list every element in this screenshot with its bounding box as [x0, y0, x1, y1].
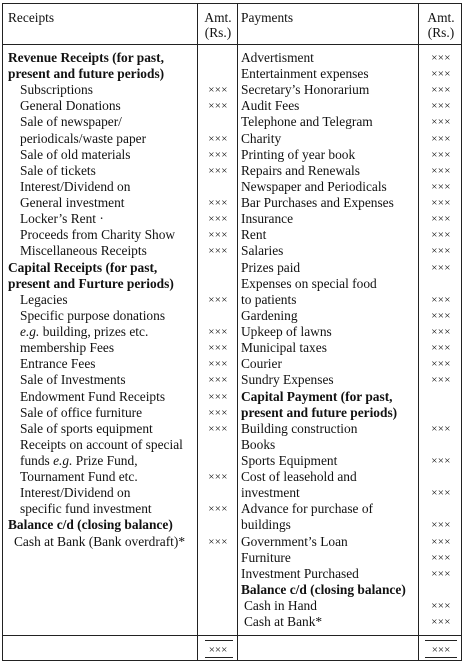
column-divider	[237, 4, 238, 660]
payments-entry-amount: ×××	[431, 616, 451, 628]
receipts-entry-label: Interest/Dividend on	[20, 179, 131, 194]
payments-entry-label: Investment Purchased	[241, 566, 359, 581]
payments-total-rule	[425, 640, 457, 641]
receipts-entry-label: Proceeds from Charity Show	[20, 227, 176, 242]
payments-entry-label: Bar Purchases and Expenses	[241, 195, 394, 210]
payments-entry-amount: ×××	[431, 165, 451, 177]
payments-entry-label: Secretary’s Honorarium	[241, 82, 370, 97]
payments-entry-label: Cash in Hand	[244, 598, 317, 613]
receipts-total-rule	[205, 640, 233, 641]
receipts-amount-header-line1: Amt.	[204, 10, 232, 25]
payments-entry-label: Insurance	[241, 211, 294, 226]
entry-text-part: e.g.	[20, 324, 40, 339]
column-divider	[197, 4, 198, 660]
payments-entry-amount: ×××	[431, 68, 451, 80]
receipts-entry-amount: ×××	[208, 358, 228, 370]
receipts-entry-amount: ×××	[208, 213, 228, 225]
receipts-entry-label: Legacies	[20, 292, 68, 307]
receipts-entry-amount: ×××	[208, 326, 228, 338]
payments-entry-label: buildings	[241, 517, 291, 532]
receipts-entry-label: Balance c/d (closing balance)	[8, 517, 173, 532]
payments-entry-label: Municipal taxes	[241, 340, 327, 355]
payments-entry-amount: ×××	[431, 294, 451, 306]
receipts-entry-amount: ×××	[208, 391, 228, 403]
entry-text-part: funds	[20, 453, 54, 468]
receipts-entry-label: specific fund investment	[20, 501, 152, 516]
payments-total-double-rule	[425, 657, 457, 658]
receipts-entry-label: Capital Receipts (for past,	[8, 260, 158, 275]
payments-entry-label: Salaries	[241, 243, 284, 258]
receipts-entry-label: Cash at Bank (Bank overdraft)*	[14, 534, 186, 549]
payments-entry-label: investment	[241, 485, 300, 500]
receipts-entry-amount: ×××	[208, 342, 228, 354]
payments-entry-label: Expenses on special food	[241, 276, 377, 291]
receipts-entry-label: Miscellaneous Receipts	[20, 243, 147, 258]
payments-entry-label: Advance for purchase of	[241, 501, 373, 516]
payments-entry-amount: ×××	[431, 229, 451, 241]
receipts-entry-label: Subscriptions	[20, 82, 93, 97]
receipts-entry-label: Sale of Investments	[20, 372, 126, 387]
receipts-entry-amount: ×××	[208, 503, 228, 515]
payments-entry-amount: ×××	[431, 213, 451, 225]
receipts-entry-amount: ×××	[208, 165, 228, 177]
receipts-entry-amount: ×××	[208, 197, 228, 209]
receipts-header: Receipts	[8, 10, 55, 25]
payments-entry-label: Newspaper and Periodicals	[241, 179, 387, 194]
payments-entry-label: Capital Payment (for past,	[241, 389, 393, 404]
receipts-entry-amount: ×××	[208, 407, 228, 419]
receipts-payments-account-table	[2, 3, 462, 661]
payments-entry-amount: ×××	[431, 326, 451, 338]
receipts-entry-label: Locker’s Rent ·	[20, 211, 104, 226]
receipts-entry-amount: ×××	[208, 294, 228, 306]
receipts-entry-label: present and Furture periods)	[8, 276, 174, 291]
payments-entry-label: Courier	[241, 356, 282, 371]
payments-entry-label: Audit Fees	[241, 98, 300, 113]
payments-entry-label: to patients	[241, 292, 297, 307]
payments-entry-label: Telephone and Telegram	[241, 114, 373, 129]
payments-entry-label: Charity	[241, 131, 282, 146]
payments-entry-amount: ×××	[431, 133, 451, 145]
receipts-entry-amount: ×××	[208, 229, 228, 241]
payments-entry-amount: ×××	[431, 84, 451, 96]
payments-entry-amount: ×××	[431, 600, 451, 612]
payments-entry-label: Rent	[241, 227, 267, 242]
column-divider	[418, 4, 419, 660]
receipts-total: ×××	[208, 644, 228, 656]
receipts-entry-label: General investment	[20, 195, 125, 210]
payments-entry-label: Sports Equipment	[241, 453, 338, 468]
payments-entry-label: Building construction	[241, 421, 358, 436]
payments-entry-label: Government’s Loan	[241, 534, 348, 549]
receipts-entry-label	[20, 324, 148, 340]
receipts-total-double-rule	[205, 657, 233, 658]
payments-entry-amount: ×××	[431, 455, 451, 467]
receipts-entry-label: membership Fees	[20, 340, 115, 355]
payments-entry-label: present and future periods)	[241, 405, 398, 420]
payments-entry-label: Sundry Expenses	[241, 372, 334, 387]
payments-entry-label: Books	[241, 437, 276, 452]
payments-entry-amount: ×××	[431, 358, 451, 370]
payments-entry-amount: ×××	[431, 100, 451, 112]
receipts-entry-amount: ×××	[208, 374, 228, 386]
entry-text-part: Prize Fund,	[72, 453, 138, 468]
receipts-entry-amount: ×××	[208, 84, 228, 96]
totals-divider	[3, 635, 461, 636]
receipts-entry-amount: ×××	[208, 133, 228, 145]
header-divider	[3, 44, 461, 45]
receipts-entry-label: Sale of tickets	[20, 163, 96, 178]
receipts-entry-label: Endowment Fund Receipts	[20, 389, 166, 404]
receipts-entry-label: Sale of old materials	[20, 147, 131, 162]
payments-amount-header-line1: Amt.	[427, 10, 455, 25]
receipts-entry-label: Sale of newspaper/	[20, 114, 122, 129]
receipts-entry-label: Entrance Fees	[20, 356, 96, 371]
receipts-entry-amount: ×××	[208, 245, 228, 257]
payments-total: ×××	[431, 644, 451, 656]
payments-entry-label: Balance c/d (closing balance)	[241, 582, 406, 597]
payments-entry-amount: ×××	[431, 423, 451, 435]
receipts-entry-label: Receipts on account of special	[20, 437, 183, 452]
receipts-entry-amount: ×××	[208, 471, 228, 483]
payments-entry-amount: ×××	[431, 116, 451, 128]
receipts-entry-label: Interest/Dividend on	[20, 485, 131, 500]
payments-entry-label: Prizes paid	[241, 260, 301, 275]
receipts-entry-amount: ×××	[208, 100, 228, 112]
payments-entry-amount: ×××	[431, 552, 451, 564]
receipts-entry-amount: ×××	[208, 536, 228, 548]
receipts-entry-label: Sale of office furniture	[20, 405, 143, 420]
payments-entry-amount: ×××	[431, 310, 451, 322]
receipts-entry-label	[20, 453, 138, 469]
payments-entry-label: Printing of year book	[241, 147, 356, 162]
receipts-entry-label: General Donations	[20, 98, 121, 113]
payments-entry-amount: ×××	[431, 245, 451, 257]
payments-entry-amount: ×××	[431, 262, 451, 274]
payments-entry-amount: ×××	[431, 568, 451, 580]
payments-entry-label: Upkeep of lawns	[241, 324, 332, 339]
payments-entry-amount: ×××	[431, 197, 451, 209]
receipts-entry-amount: ×××	[208, 423, 228, 435]
payments-entry-amount: ×××	[431, 519, 451, 531]
payments-amount-header-line2: (Rs.)	[427, 25, 455, 40]
payments-entry-amount: ×××	[431, 52, 451, 64]
entry-text-part: building, prizes etc.	[39, 324, 149, 339]
payments-entry-label: Cost of leasehold and	[241, 469, 357, 484]
payments-entry-amount: ×××	[431, 149, 451, 161]
receipts-entry-label: Tournament Fund etc.	[20, 469, 138, 484]
receipts-entry-label: present and future periods)	[8, 66, 165, 81]
payments-entry-amount: ×××	[431, 374, 451, 386]
payments-entry-label: Furniture	[241, 550, 291, 565]
receipts-entry-label: Sale of sports equipment	[20, 421, 153, 436]
payments-entry-label: Repairs and Renewals	[241, 163, 360, 178]
payments-entry-amount: ×××	[431, 342, 451, 354]
payments-entry-amount: ×××	[431, 181, 451, 193]
payments-entry-amount: ×××	[431, 487, 451, 499]
payments-entry-label: Gardening	[241, 308, 298, 323]
receipts-entry-label: Specific purpose donations	[20, 308, 166, 323]
entry-text-part: e.g.	[53, 453, 73, 468]
payments-entry-label: Cash at Bank*	[244, 614, 323, 629]
receipts-entry-label: periodicals/waste paper	[20, 131, 147, 146]
payments-entry-label: Advertisment	[241, 50, 314, 65]
payments-header: Payments	[241, 10, 294, 25]
receipts-amount-header-line2: (Rs.)	[204, 25, 232, 40]
payments-entry-label: Entertainment expenses	[241, 66, 369, 81]
receipts-entry-amount: ×××	[208, 149, 228, 161]
receipts-entry-label: Revenue Receipts (for past,	[8, 50, 164, 65]
payments-entry-amount: ×××	[431, 536, 451, 548]
